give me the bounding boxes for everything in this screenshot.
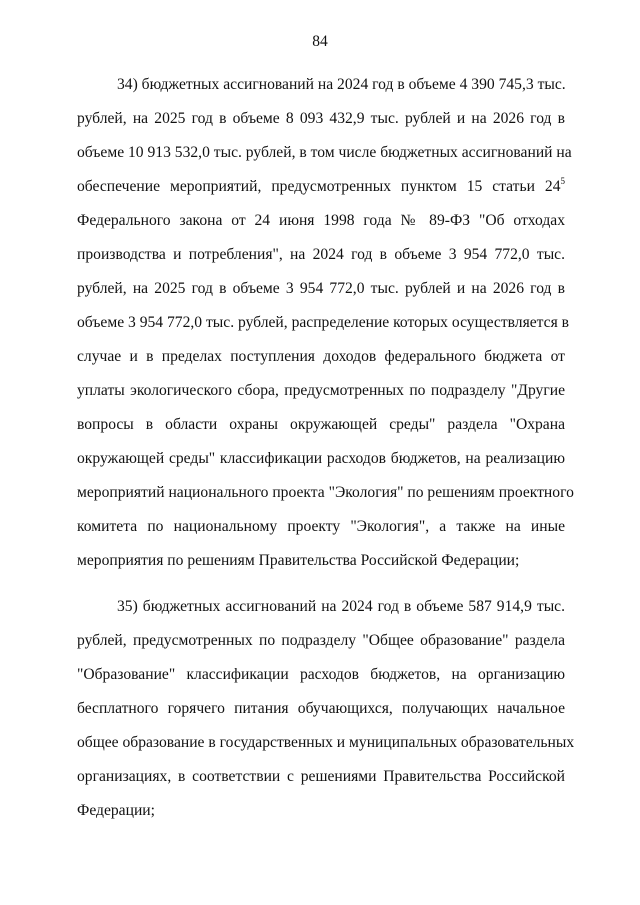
line-text: обеспечение мероприятий, предусмотренных пунктом 15 статьи 24 bbox=[77, 178, 561, 195]
paragraph-35-line: 35) бюджетных ассигнований на 2024 год в объеме 587 914,9 тыс. bbox=[117, 598, 565, 615]
paragraph-35-line: Федерации; bbox=[77, 802, 155, 819]
paragraph-34-line: рублей, на 2025 год в объеме 3 954 772,0 тыс. рублей и на 2026 год в bbox=[77, 280, 565, 297]
paragraph-34-line: окружающей среды" классификации расходов бюджетов, на реализацию bbox=[77, 450, 565, 467]
paragraph-34-line bbox=[77, 177, 565, 197]
paragraph-34-line: Федерального закона от 24 июня 1998 года № 89-ФЗ "Об отходах bbox=[77, 212, 565, 229]
paragraph-34-line: вопросы в области охраны окружающей среды" раздела "Охрана bbox=[77, 416, 565, 433]
paragraph-34-line: объеме 10 913 532,0 тыс. рублей, в том числе бюджетных ассигнований на bbox=[77, 144, 572, 161]
paragraph-34-line: 34) бюджетных ассигнований на 2024 год в объеме 4 390 745,3 тыс. bbox=[117, 76, 566, 93]
paragraph-35-line: бесплатного горячего питания обучающихся, получающих начальное bbox=[77, 700, 565, 717]
article-superscript: 5 bbox=[560, 176, 565, 186]
paragraph-34-line: уплаты экологического сбора, предусмотренных по подразделу "Другие bbox=[77, 382, 565, 399]
paragraph-34-line: комитета по национальному проекту "Экология", а также на иные bbox=[77, 518, 565, 535]
page-number: 84 bbox=[312, 33, 328, 50]
paragraph-34-line: объеме 3 954 772,0 тыс. рублей, распределение которых осуществляется в bbox=[77, 314, 570, 331]
paragraph-35-line: организациях, в соответствии с решениями Правительства Российской bbox=[77, 768, 565, 785]
paragraph-35-line: "Образование" классификации расходов бюджетов, на организацию bbox=[77, 666, 565, 683]
paragraph-34-line: производства и потребления", на 2024 год в объеме 3 954 772,0 тыс. bbox=[77, 246, 565, 263]
paragraph-34-line: мероприятия по решениям Правительства Российской Федерации; bbox=[77, 552, 520, 569]
paragraph-35-line: рублей, предусмотренных по подразделу "Общее образование" раздела bbox=[77, 632, 565, 649]
paragraph-34-line: случае и в пределах поступления доходов федерального бюджета от bbox=[77, 348, 565, 365]
paragraph-35-line: общее образование в государственных и муниципальных образовательных bbox=[77, 734, 575, 751]
paragraph-34-line: рублей, на 2025 год в объеме 8 093 432,9 тыс. рублей и на 2026 год в bbox=[77, 110, 565, 127]
paragraph-34-line: мероприятий национального проекта "Экология" по решениям проектного bbox=[77, 484, 574, 501]
